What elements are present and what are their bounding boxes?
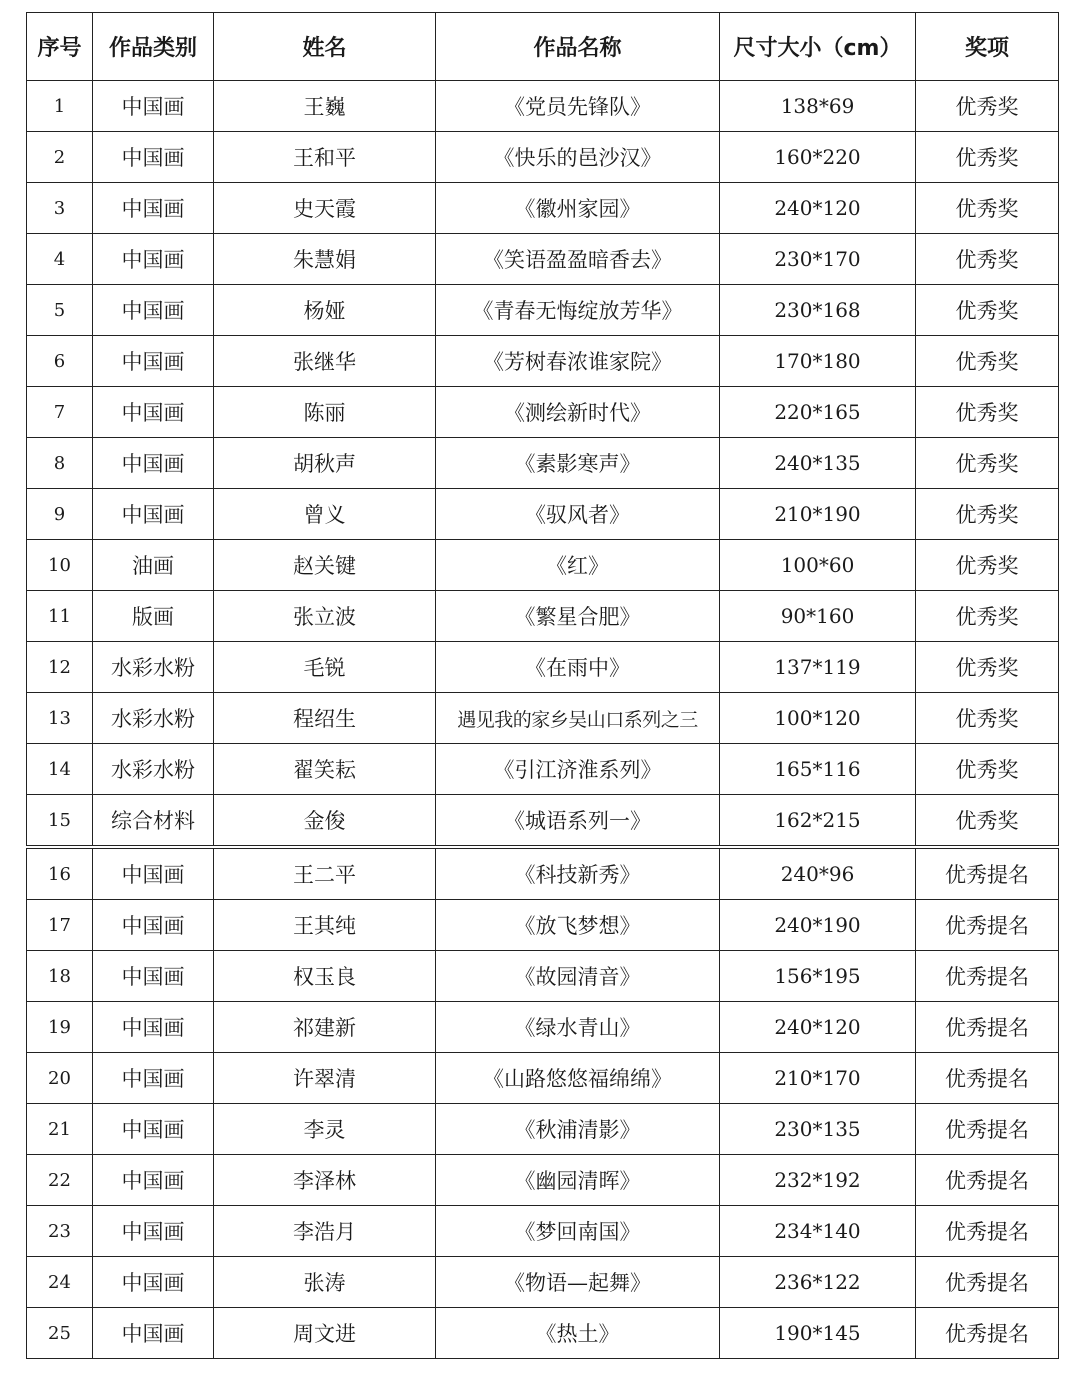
cell-award: 优秀奖 <box>916 132 1059 183</box>
cell-serial-number: 6 <box>27 336 93 387</box>
cell-award: 优秀奖 <box>916 744 1059 795</box>
cell-category: 中国画 <box>93 234 214 285</box>
cell-size: 240*120 <box>720 1002 916 1053</box>
cell-award: 优秀提名 <box>916 951 1059 1002</box>
cell-work-title: 《梦回南国》 <box>436 1206 720 1257</box>
cell-size: 210*170 <box>720 1053 916 1104</box>
cell-name: 金俊 <box>214 795 436 848</box>
cell-name: 周文进 <box>214 1308 436 1359</box>
cell-award: 优秀奖 <box>916 234 1059 285</box>
cell-serial-number: 22 <box>27 1155 93 1206</box>
cell-work-title: 《放飞梦想》 <box>436 900 720 951</box>
cell-size: 156*195 <box>720 951 916 1002</box>
cell-category: 中国画 <box>93 1257 214 1308</box>
cell-award: 优秀提名 <box>916 1002 1059 1053</box>
cell-serial-number: 12 <box>27 642 93 693</box>
cell-work-title: 《热土》 <box>436 1308 720 1359</box>
cell-serial-number: 16 <box>27 847 93 900</box>
cell-serial-number: 15 <box>27 795 93 848</box>
cell-category: 水彩水粉 <box>93 642 214 693</box>
header-work-title: 作品名称 <box>436 13 720 81</box>
cell-work-title: 《测绘新时代》 <box>436 387 720 438</box>
cell-award: 优秀奖 <box>916 183 1059 234</box>
table-row <box>27 1053 1059 1104</box>
header-award: 奖项 <box>916 13 1059 81</box>
cell-name: 陈丽 <box>214 387 436 438</box>
cell-name: 张立波 <box>214 591 436 642</box>
cell-category: 中国画 <box>93 1104 214 1155</box>
table-row <box>27 540 1059 591</box>
cell-size: 240*96 <box>720 847 916 900</box>
table-row <box>27 744 1059 795</box>
cell-award: 优秀奖 <box>916 540 1059 591</box>
cell-work-title: 《绿水青山》 <box>436 1002 720 1053</box>
cell-category: 中国画 <box>93 81 214 132</box>
cell-work-title: 《青春无悔绽放芳华》 <box>436 285 720 336</box>
cell-award: 优秀提名 <box>916 847 1059 900</box>
cell-work-title: 遇见我的家乡吴山口系列之三 <box>436 693 720 744</box>
cell-name: 权玉良 <box>214 951 436 1002</box>
award-table <box>26 12 1059 1359</box>
cell-name: 史天霞 <box>214 183 436 234</box>
cell-size: 90*160 <box>720 591 916 642</box>
cell-award: 优秀提名 <box>916 1308 1059 1359</box>
cell-serial-number: 17 <box>27 900 93 951</box>
cell-name: 张涛 <box>214 1257 436 1308</box>
cell-serial-number: 20 <box>27 1053 93 1104</box>
cell-size: 100*60 <box>720 540 916 591</box>
cell-size: 165*116 <box>720 744 916 795</box>
cell-work-title: 《芳树春浓谁家院》 <box>436 336 720 387</box>
table-row <box>27 183 1059 234</box>
cell-award: 优秀奖 <box>916 642 1059 693</box>
cell-name: 胡秋声 <box>214 438 436 489</box>
cell-size: 230*170 <box>720 234 916 285</box>
cell-name: 王和平 <box>214 132 436 183</box>
cell-name: 杨娅 <box>214 285 436 336</box>
cell-size: 137*119 <box>720 642 916 693</box>
cell-serial-number: 21 <box>27 1104 93 1155</box>
cell-work-title: 《山路悠悠福绵绵》 <box>436 1053 720 1104</box>
cell-name: 王巍 <box>214 81 436 132</box>
table-row <box>27 1308 1059 1359</box>
cell-size: 138*69 <box>720 81 916 132</box>
table-row <box>27 1155 1059 1206</box>
cell-name: 程绍生 <box>214 693 436 744</box>
cell-work-title: 《素影寒声》 <box>436 438 720 489</box>
award-list-document <box>26 12 1058 1359</box>
cell-award: 优秀奖 <box>916 285 1059 336</box>
cell-size: 210*190 <box>720 489 916 540</box>
cell-name: 李灵 <box>214 1104 436 1155</box>
cell-award: 优秀奖 <box>916 336 1059 387</box>
cell-category: 中国画 <box>93 900 214 951</box>
cell-name: 毛锐 <box>214 642 436 693</box>
cell-size: 240*135 <box>720 438 916 489</box>
table-row <box>27 591 1059 642</box>
cell-work-title: 《红》 <box>436 540 720 591</box>
cell-name: 朱慧娟 <box>214 234 436 285</box>
cell-serial-number: 13 <box>27 693 93 744</box>
cell-work-title: 《笑语盈盈暗香去》 <box>436 234 720 285</box>
cell-name: 翟笑耘 <box>214 744 436 795</box>
cell-work-title: 《故园清音》 <box>436 951 720 1002</box>
cell-serial-number: 10 <box>27 540 93 591</box>
cell-name: 曾义 <box>214 489 436 540</box>
cell-name: 李泽林 <box>214 1155 436 1206</box>
cell-work-title: 《党员先锋队》 <box>436 81 720 132</box>
cell-serial-number: 2 <box>27 132 93 183</box>
table-row <box>27 81 1059 132</box>
cell-serial-number: 1 <box>27 81 93 132</box>
cell-category: 中国画 <box>93 183 214 234</box>
cell-category: 中国画 <box>93 285 214 336</box>
cell-award: 优秀提名 <box>916 1206 1059 1257</box>
table-row <box>27 847 1059 900</box>
header-serial-number: 序号 <box>27 13 93 81</box>
cell-serial-number: 25 <box>27 1308 93 1359</box>
cell-work-title: 《在雨中》 <box>436 642 720 693</box>
cell-size: 100*120 <box>720 693 916 744</box>
table-row <box>27 234 1059 285</box>
cell-size: 234*140 <box>720 1206 916 1257</box>
cell-serial-number: 4 <box>27 234 93 285</box>
table-header <box>27 13 1059 81</box>
cell-work-title: 《科技新秀》 <box>436 847 720 900</box>
table-row <box>27 1206 1059 1257</box>
cell-size: 160*220 <box>720 132 916 183</box>
cell-serial-number: 7 <box>27 387 93 438</box>
cell-award: 优秀奖 <box>916 387 1059 438</box>
cell-category: 中国画 <box>93 132 214 183</box>
table-row <box>27 795 1059 848</box>
cell-size: 232*192 <box>720 1155 916 1206</box>
cell-award: 优秀奖 <box>916 489 1059 540</box>
cell-size: 220*165 <box>720 387 916 438</box>
cell-category: 中国画 <box>93 1155 214 1206</box>
header-name: 姓名 <box>214 13 436 81</box>
cell-size: 170*180 <box>720 336 916 387</box>
cell-category: 中国画 <box>93 1053 214 1104</box>
cell-work-title: 《物语—起舞》 <box>436 1257 720 1308</box>
table-row <box>27 693 1059 744</box>
cell-size: 230*168 <box>720 285 916 336</box>
cell-award: 优秀奖 <box>916 438 1059 489</box>
cell-serial-number: 14 <box>27 744 93 795</box>
header-size: 尺寸大小（cm） <box>720 13 916 81</box>
cell-name: 许翠清 <box>214 1053 436 1104</box>
cell-category: 中国画 <box>93 1206 214 1257</box>
cell-size: 162*215 <box>720 795 916 848</box>
cell-work-title: 《幽园清晖》 <box>436 1155 720 1206</box>
cell-work-title: 《城语系列一》 <box>436 795 720 848</box>
cell-name: 张继华 <box>214 336 436 387</box>
table-body <box>27 81 1059 1359</box>
cell-award: 优秀提名 <box>916 1155 1059 1206</box>
cell-category: 油画 <box>93 540 214 591</box>
cell-size: 190*145 <box>720 1308 916 1359</box>
cell-work-title: 《徽州家园》 <box>436 183 720 234</box>
cell-name: 李浩月 <box>214 1206 436 1257</box>
cell-work-title: 《秋浦清影》 <box>436 1104 720 1155</box>
cell-category: 中国画 <box>93 336 214 387</box>
table-row <box>27 336 1059 387</box>
cell-size: 230*135 <box>720 1104 916 1155</box>
table-row <box>27 438 1059 489</box>
cell-serial-number: 19 <box>27 1002 93 1053</box>
header-row <box>27 13 1059 81</box>
cell-serial-number: 9 <box>27 489 93 540</box>
cell-work-title: 《快乐的邑沙汉》 <box>436 132 720 183</box>
cell-award: 优秀提名 <box>916 900 1059 951</box>
cell-work-title: 《引江济淮系列》 <box>436 744 720 795</box>
table-row <box>27 387 1059 438</box>
cell-category: 综合材料 <box>93 795 214 848</box>
cell-name: 祁建新 <box>214 1002 436 1053</box>
cell-award: 优秀提名 <box>916 1257 1059 1308</box>
cell-category: 版画 <box>93 591 214 642</box>
cell-size: 240*120 <box>720 183 916 234</box>
cell-name: 王其纯 <box>214 900 436 951</box>
cell-serial-number: 5 <box>27 285 93 336</box>
cell-award: 优秀奖 <box>916 591 1059 642</box>
cell-work-title: 《驭风者》 <box>436 489 720 540</box>
header-category: 作品类别 <box>93 13 214 81</box>
cell-category: 中国画 <box>93 847 214 900</box>
table-row <box>27 285 1059 336</box>
table-row <box>27 900 1059 951</box>
cell-category: 中国画 <box>93 489 214 540</box>
cell-name: 赵关键 <box>214 540 436 591</box>
cell-category: 中国画 <box>93 1308 214 1359</box>
cell-size: 236*122 <box>720 1257 916 1308</box>
cell-category: 水彩水粉 <box>93 744 214 795</box>
cell-category: 中国画 <box>93 1002 214 1053</box>
cell-serial-number: 8 <box>27 438 93 489</box>
cell-award: 优秀奖 <box>916 795 1059 848</box>
cell-category: 中国画 <box>93 438 214 489</box>
table-row <box>27 1257 1059 1308</box>
table-row <box>27 1002 1059 1053</box>
cell-size: 240*190 <box>720 900 916 951</box>
cell-category: 中国画 <box>93 387 214 438</box>
cell-category: 中国画 <box>93 951 214 1002</box>
table-row <box>27 642 1059 693</box>
cell-award: 优秀提名 <box>916 1104 1059 1155</box>
cell-category: 水彩水粉 <box>93 693 214 744</box>
cell-serial-number: 11 <box>27 591 93 642</box>
cell-serial-number: 23 <box>27 1206 93 1257</box>
cell-serial-number: 3 <box>27 183 93 234</box>
cell-award: 优秀提名 <box>916 1053 1059 1104</box>
cell-work-title: 《繁星合肥》 <box>436 591 720 642</box>
table-row <box>27 489 1059 540</box>
cell-award: 优秀奖 <box>916 81 1059 132</box>
table-row <box>27 951 1059 1002</box>
table-row <box>27 132 1059 183</box>
cell-award: 优秀奖 <box>916 693 1059 744</box>
cell-name: 王二平 <box>214 847 436 900</box>
cell-serial-number: 24 <box>27 1257 93 1308</box>
cell-serial-number: 18 <box>27 951 93 1002</box>
table-row <box>27 1104 1059 1155</box>
